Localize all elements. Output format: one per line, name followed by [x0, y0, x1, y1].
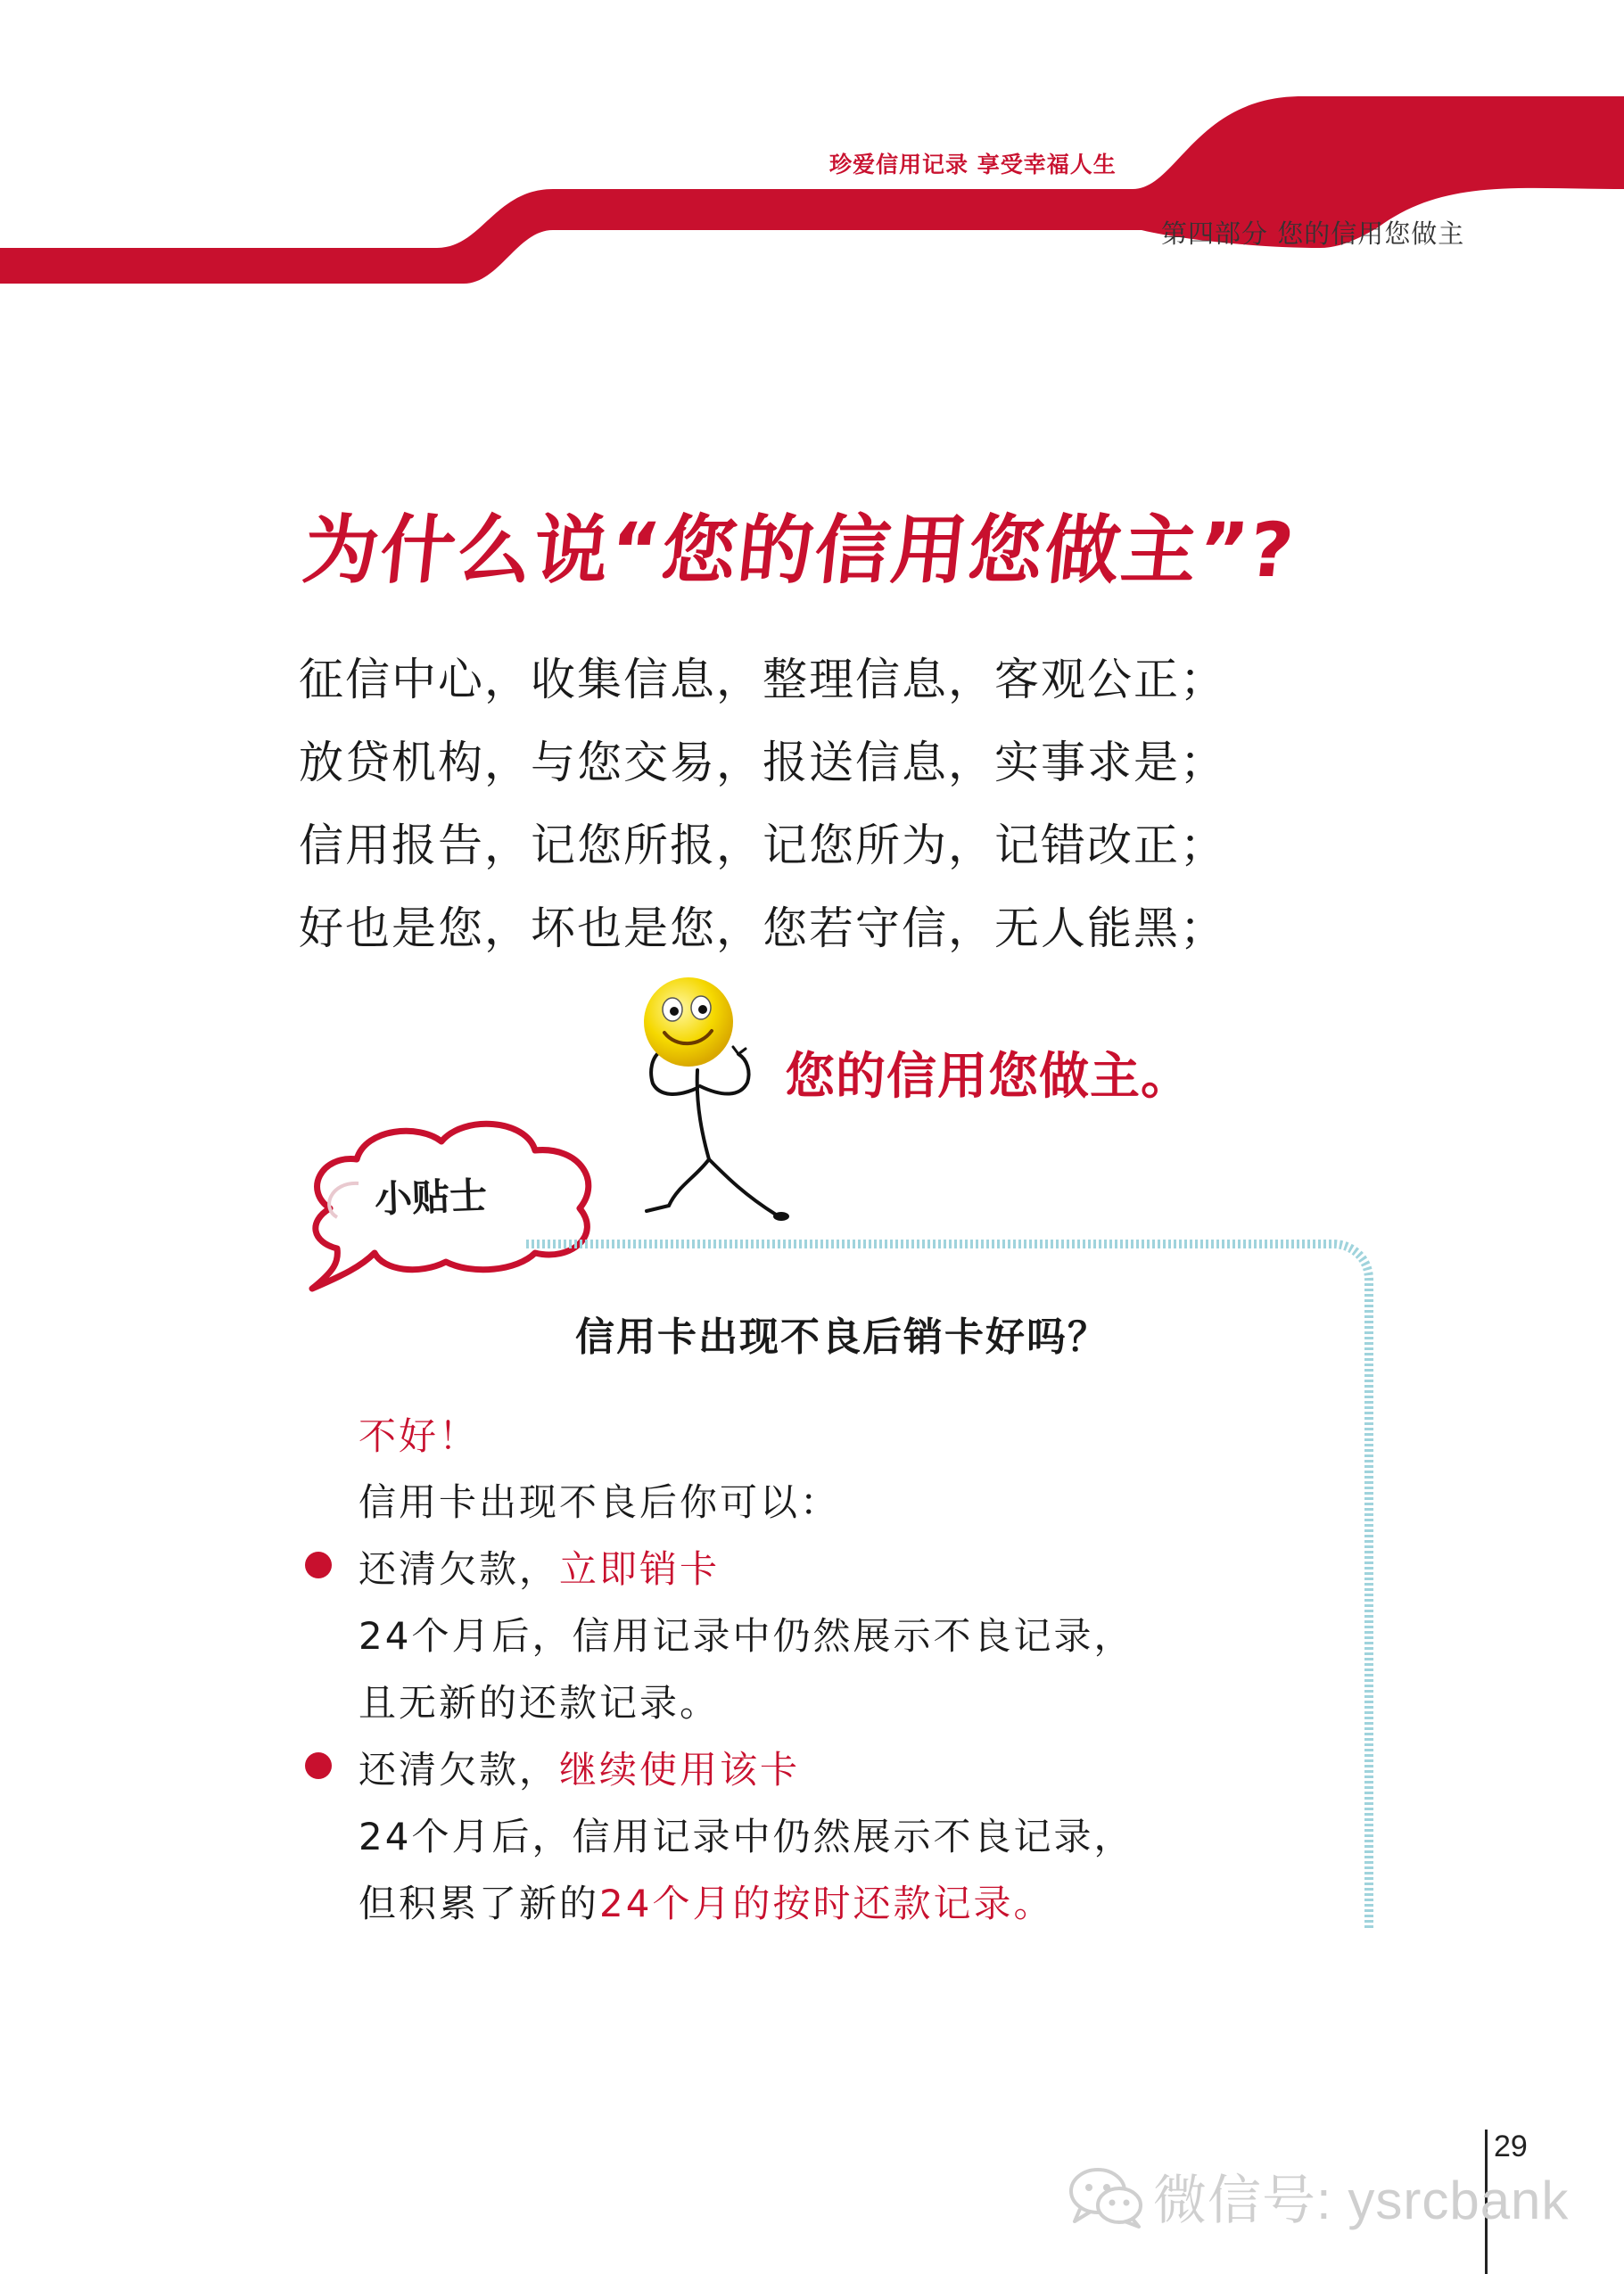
page-title: 为什么说“您的信用您做主”? [299, 507, 1299, 594]
option-1-line-1: 24个月后，信用记录中仍然展示不良记录， [359, 1614, 1134, 1658]
tips-answer: 不好！ [359, 1414, 480, 1458]
tips-question: 信用卡出现不良后销卡好吗？ [575, 1314, 1109, 1360]
option-2-line-2 [359, 1874, 1053, 1928]
option-1-line-2: 且无新的还款记录。 [359, 1681, 721, 1725]
option-2-line-1: 24个月后，信用记录中仍然展示不良记录， [359, 1815, 1134, 1858]
option-2-heading [359, 1741, 800, 1794]
option-2-prefix: 还清欠款， [359, 1748, 560, 1792]
page-number: 29 [1494, 2130, 1528, 2163]
bullet-dot [305, 1752, 332, 1779]
option-2-highlight: 继续使用该卡 [559, 1748, 801, 1792]
slogan: 您的信用您做主。 [785, 1048, 1191, 1106]
option-1-prefix: 还清欠款， [359, 1547, 560, 1591]
wechat-icon [1066, 2163, 1146, 2229]
section-label: 第四部分 您的信用您做主 [1161, 218, 1465, 249]
option-1-highlight: 立即销卡 [559, 1547, 721, 1591]
wechat-watermark: 微信号: ysrcbank [1153, 2171, 1570, 2230]
bullet-dot [305, 1552, 332, 1578]
verse-line-3: 信用报告，记您所报，记您所为，记错改正； [299, 820, 1226, 871]
header-tagline: 珍爱信用记录 享受幸福人生 [829, 152, 1117, 177]
tips-label: 小贴士 [374, 1173, 488, 1222]
option-2-line-2-prefix: 但积累了新的 [359, 1882, 600, 1925]
option-1-heading [359, 1540, 720, 1594]
verse-line-4: 好也是您，坏也是您，您若守信，无人能黑； [299, 902, 1226, 954]
tips-intro: 信用卡出现不良后你可以： [359, 1480, 841, 1524]
option-2-line-2-highlight: 24个月的按时还款记录。 [599, 1882, 1054, 1925]
verse-line-1: 征信中心，收集信息，整理信息，客观公正； [299, 654, 1226, 705]
verse-line-2: 放贷机构，与您交易，报送信息，实事求是； [299, 737, 1226, 788]
